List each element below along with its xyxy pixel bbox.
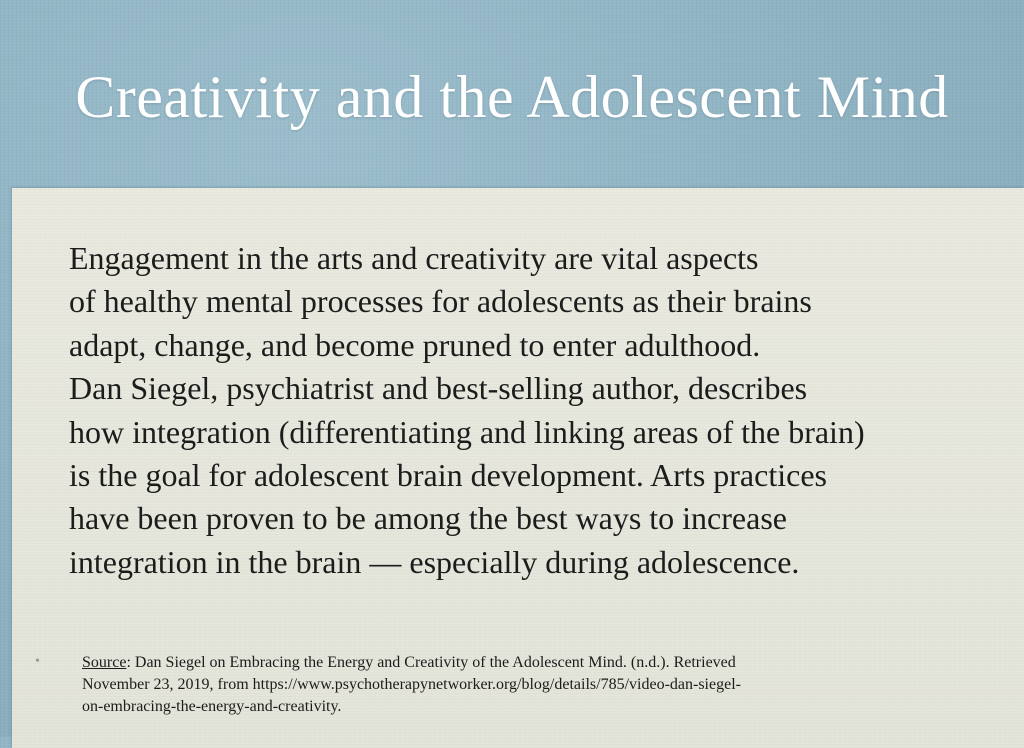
body-line: adapt, change, and become pruned to enter adulthood. bbox=[69, 326, 761, 363]
body-line: Engagement in the arts and creativity are vital aspects bbox=[69, 240, 759, 276]
source-title: : Dan Siegel on Embracing the Energy and Creativity of the Adolescent Mind. (n.d.). Retrieved bbox=[126, 654, 736, 671]
source-line: November 23, 2019, from https://www.psychotherapynetworker.org/blog/details/785/video-dan-siegel- bbox=[82, 676, 741, 693]
source-line: on-embracing-the-energy-and-creativity. bbox=[82, 698, 342, 715]
body-line: have been proven to be among the best ways to increase bbox=[69, 500, 787, 537]
body-line: Dan Siegel, psychiatrist and best-selling author, describes bbox=[69, 370, 808, 407]
body-line: is the goal for adolescent brain development. Arts practices bbox=[69, 457, 827, 494]
body-line: integration in the brain — especially during adolescence. bbox=[69, 543, 800, 580]
bullet-icon: • bbox=[35, 654, 40, 669]
body-line: of healthy mental processes for adolescents as their brains bbox=[69, 283, 812, 320]
source-label: Source bbox=[82, 654, 127, 671]
body-paragraph bbox=[69, 237, 1009, 584]
body-line: how integration (differentiating and linking areas of the brain) bbox=[69, 413, 865, 450]
slide-title: Creativity and the Adolescent Mind bbox=[75, 64, 949, 130]
source-line bbox=[82, 652, 982, 674]
source-citation bbox=[82, 652, 982, 718]
